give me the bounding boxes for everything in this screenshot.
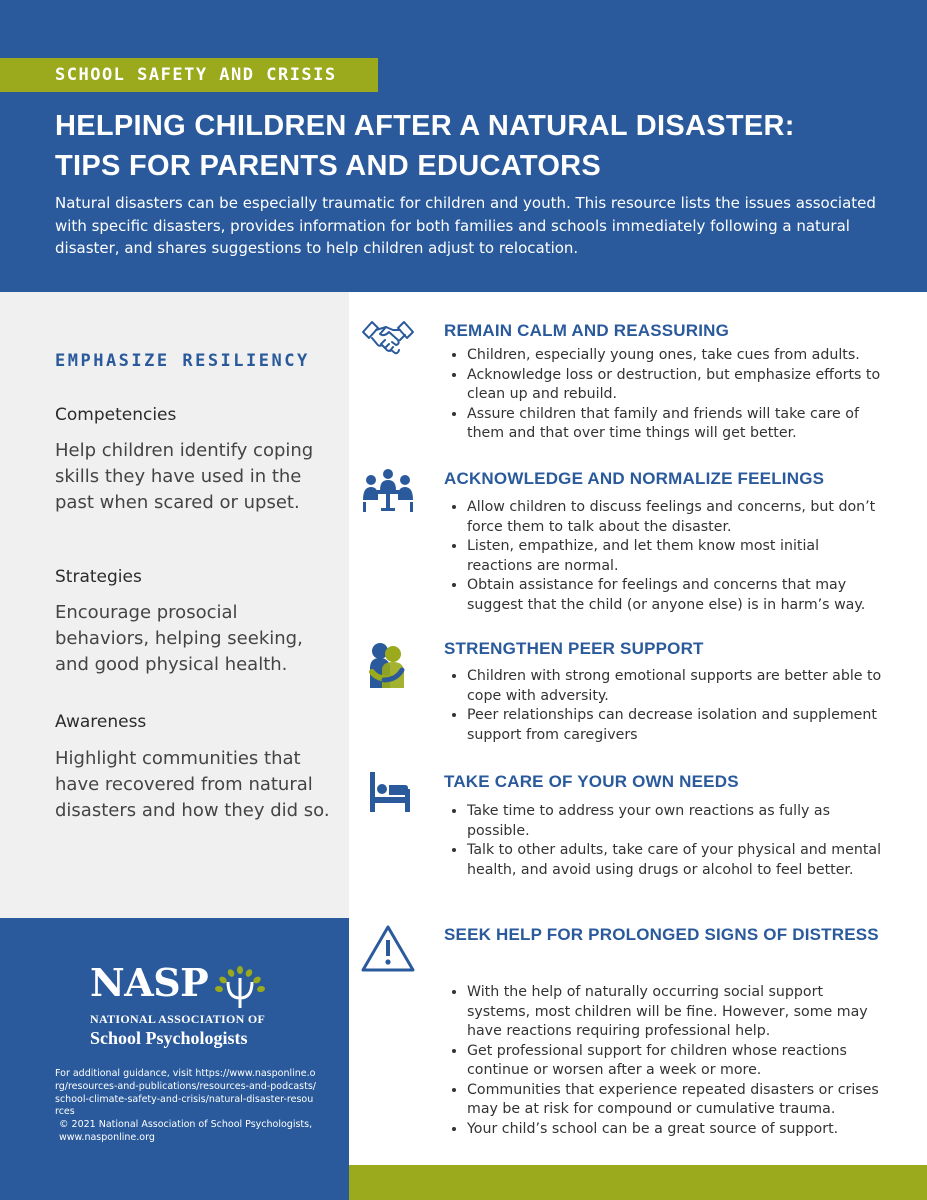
section-bullet-list <box>444 498 887 615</box>
list-item: • Talk to other adults, take care of your physical and mental health, and avoid using drugs or alcohol to feel better. <box>467 841 887 880</box>
guidance-link-text[interactable]: For additional guidance, visit https://www.nasponline.org/resources-and-publications/resources-and-podcasts/school-climate-safety-and-crisis/natural-disaster-resources <box>55 1068 316 1118</box>
hug-icon <box>360 640 416 688</box>
category-label: SCHOOL SAFETY AND CRISIS <box>55 65 337 85</box>
section-bullet-list <box>444 802 887 880</box>
intro-paragraph: Natural disasters can be especially traumatic for children and youth. This resource lists the issues associated with specific disasters, provides information for both families and schools immediately following a natural disaster, and shares suggestions to help children adjust to relocation. <box>55 194 876 257</box>
page-title <box>55 106 905 186</box>
sidebar-item-text: Encourage prosocial behaviors, helping seeking, and good physical health. <box>55 602 303 675</box>
list-item: • Assure children that family and friends will take care of them and that over time things will get better. <box>467 405 887 444</box>
section-title: SEEK HELP FOR PROLONGED SIGNS OF DISTRESS <box>444 925 879 944</box>
nasp-logo-line2: School Psychologists <box>90 1028 248 1048</box>
page-title-line2: TIPS FOR PARENTS AND EDUCATORS <box>55 150 602 182</box>
footer-box <box>0 918 349 1200</box>
header-banner <box>0 0 927 292</box>
list-item: • Listen, empathize, and let them know most initial reactions are normal. <box>467 537 887 576</box>
footer-text <box>55 1068 317 1145</box>
section-bullet-list <box>444 983 887 1139</box>
list-item: • Children, especially young ones, take cues from adults. <box>467 346 887 366</box>
section-title: ACKNOWLEDGE AND NORMALIZE FEELINGS <box>444 469 825 488</box>
psi-leaf-icon <box>214 966 266 1010</box>
list-item: • Acknowledge loss or destruction, but emphasize efforts to clean up and rebuild. <box>467 366 887 405</box>
list-item: • Peer relationships can decrease isolation and supplement support from caregivers <box>467 706 887 745</box>
list-item: • Obtain assistance for feelings and concerns that may suggest that the child (or anyone else) is in harm’s way. <box>467 576 887 615</box>
list-item: • Get professional support for children whose reactions continue or worsen after a week or more. <box>467 1042 887 1081</box>
bottom-accent-bar <box>349 1165 927 1200</box>
category-tag <box>0 58 378 92</box>
sidebar-item-label: Awareness <box>55 712 147 732</box>
section-title: REMAIN CALM AND REASSURING <box>444 321 730 340</box>
nasp-logo-line1: NATIONAL ASSOCIATION OF <box>90 1012 266 1026</box>
section-title: TAKE CARE OF YOUR OWN NEEDS <box>444 772 739 791</box>
warning-icon <box>360 924 416 972</box>
section-title: STRENGTHEN PEER SUPPORT <box>444 639 704 658</box>
list-item: • Allow children to discuss feelings and concerns, but don’t force them to talk about the disaster. <box>467 498 887 537</box>
list-item: • With the help of naturally occurring social support systems, most children will be fine. However, some may have reactions requiring professional help. <box>467 983 887 1042</box>
list-item: • Communities that experience repeated disasters or crises may be at risk for compound or cumulative trauma. <box>467 1081 887 1120</box>
sidebar-item-text: Help children identify coping skills they have used in the past when scared or upset. <box>55 440 314 513</box>
section-bullet-list <box>444 667 887 745</box>
list-item: • Children with strong emotional supports are better able to cope with adversity. <box>467 667 887 706</box>
page-title-line1: HELPING CHILDREN AFTER A NATURAL DISASTER: <box>55 110 795 142</box>
sidebar-item-label: Competencies <box>55 405 177 425</box>
copyright-text: © 2021 National Association of School Psychologists, www.nasponline.org <box>59 1119 313 1143</box>
group-meeting-icon <box>360 466 416 514</box>
section-bullet-list <box>444 346 887 444</box>
list-item: • Take time to address your own reactions as fully as possible. <box>467 802 887 841</box>
nasp-logo-word: NASP <box>90 960 209 1005</box>
nasp-logo <box>90 958 280 1058</box>
list-item: • Your child’s school can be a great source of support. <box>467 1120 887 1140</box>
sidebar-item-text: Highlight communities that have recovered from natural disasters and how they did so. <box>55 748 330 821</box>
sidebar-item-label: Strategies <box>55 567 142 587</box>
handshake-icon <box>360 318 416 366</box>
resiliency-sidebar <box>0 292 349 918</box>
sidebar-heading: EMPHASIZE RESILIENCY <box>55 351 310 371</box>
bed-icon <box>360 769 416 817</box>
